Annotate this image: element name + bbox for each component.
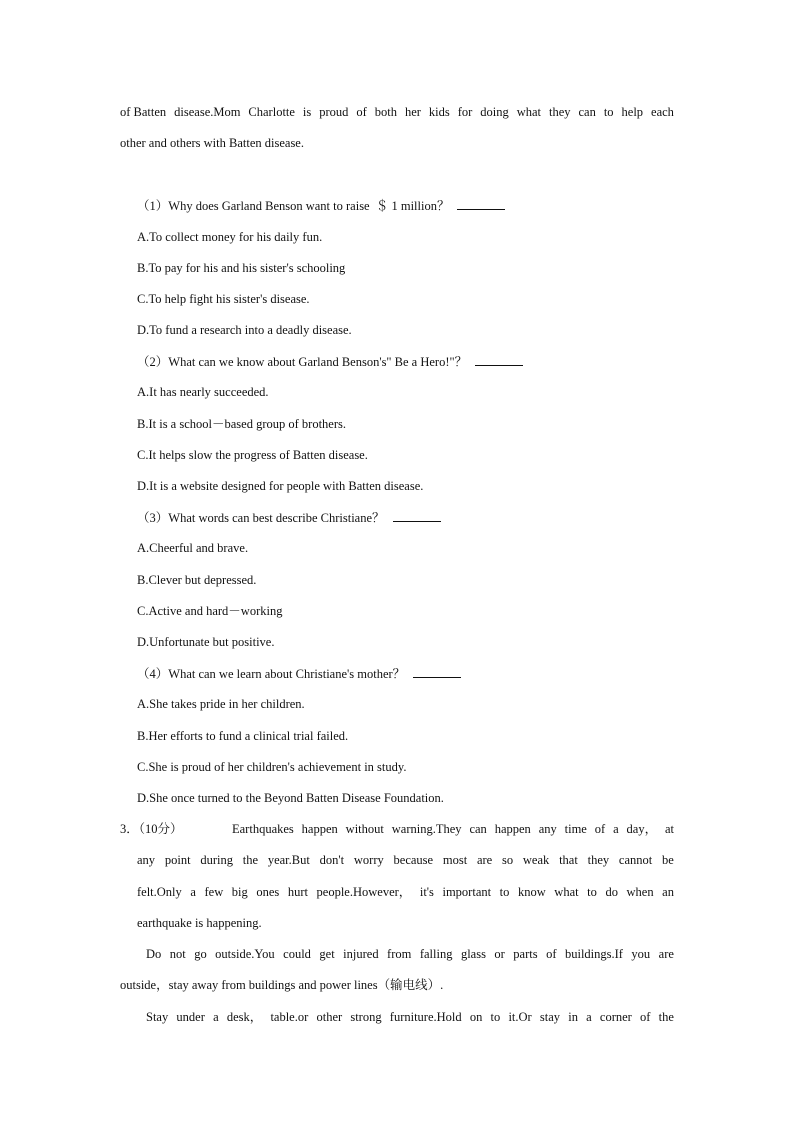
question-4 <box>137 665 461 682</box>
word: it.Or <box>508 1010 532 1024</box>
option-3c: C.Active and hard－working <box>137 604 283 618</box>
word: an <box>662 885 674 899</box>
word: worry <box>353 853 384 867</box>
word: to <box>587 885 597 899</box>
option-3d: D.Unfortunate but positive. <box>137 635 275 649</box>
word: from <box>387 947 412 961</box>
option-1d: D.To fund a research into a deadly disease. <box>137 323 352 337</box>
word: they <box>548 105 571 119</box>
word: under <box>176 1010 205 1024</box>
word: can <box>578 105 596 119</box>
word: outside.You <box>215 947 275 961</box>
word: they <box>587 853 610 867</box>
word: warning.They <box>391 822 462 836</box>
word: for <box>457 105 473 119</box>
option-2c: C.It helps slow the progress of Batten disease. <box>137 448 368 462</box>
word: of <box>594 822 606 836</box>
word: ones <box>256 885 280 899</box>
word: few <box>204 885 224 899</box>
question-text: What can we know about Garland Benson's" Be a Hero!"？ <box>168 355 468 369</box>
intro-line-2: other and others with Batten disease. <box>120 136 304 150</box>
option-1c: C.To help fight his sister's disease. <box>137 292 310 306</box>
word: Stay <box>146 1010 169 1024</box>
word: when <box>626 885 654 899</box>
section-3-line-3 <box>137 884 674 900</box>
option-1a: A.To collect money for his daily fun. <box>137 230 323 244</box>
option-2b: B.It is a school－based group of brothers. <box>137 417 346 431</box>
question-number: （3） <box>137 511 169 525</box>
word: day， <box>626 822 658 836</box>
word: what <box>516 105 542 119</box>
word: glass <box>460 947 486 961</box>
word: happen <box>494 822 531 836</box>
word: that <box>559 853 578 867</box>
word: not <box>169 947 186 961</box>
word: of Batten <box>120 105 167 119</box>
word: doing <box>480 105 509 119</box>
word: cannot <box>618 853 653 867</box>
word: strong <box>350 1010 382 1024</box>
word: desk， <box>226 1010 263 1024</box>
word: could <box>283 947 311 961</box>
word: of <box>356 105 367 119</box>
word: both <box>374 105 397 119</box>
answer-blank[interactable] <box>457 197 505 210</box>
word: of <box>640 1010 651 1024</box>
word: can <box>469 822 487 836</box>
word: be <box>662 853 674 867</box>
word: big <box>231 885 248 899</box>
option-1b: B.To pay for his and his sister's schooling <box>137 261 346 275</box>
word: without <box>345 822 384 836</box>
word: is <box>302 105 312 119</box>
section-number: 3． <box>120 822 139 836</box>
section-3-line-1 <box>232 821 674 837</box>
word: to <box>499 885 510 899</box>
word: other <box>316 1010 343 1024</box>
word: any <box>137 853 156 867</box>
word: felt.Only <box>137 885 182 899</box>
word: year.But <box>267 853 310 867</box>
word: a <box>586 1010 592 1024</box>
word: it's <box>419 885 434 899</box>
word: to <box>603 105 614 119</box>
option-3a: A.Cheerful and brave. <box>137 541 249 555</box>
word: hurt <box>287 885 308 899</box>
word: so <box>502 853 514 867</box>
question-number: （1） <box>137 199 169 213</box>
word: get <box>319 947 335 961</box>
word: or <box>494 947 505 961</box>
word: a <box>613 822 619 836</box>
word: stay <box>539 1010 561 1024</box>
word: weak <box>522 853 550 867</box>
question-text: Why does Garland Benson want to raise ＄ 1 million？ <box>168 199 450 213</box>
word: the <box>658 1010 674 1024</box>
word: people.However， <box>316 885 412 899</box>
word: buildings.If <box>564 947 623 961</box>
option-2a: A.It has nearly succeeded. <box>137 385 269 399</box>
question-text: What words can best describe Christiane？ <box>168 511 385 525</box>
word: proud <box>319 105 349 119</box>
question-1 <box>137 197 505 214</box>
word: point <box>164 853 191 867</box>
word: on <box>469 1010 483 1024</box>
word: a <box>190 885 196 899</box>
question-3 <box>137 509 441 526</box>
section-3-para-2-line-2: outside，stay away from buildings and power lines（输电线）. <box>120 978 444 992</box>
word: to <box>490 1010 501 1024</box>
option-2d: D.It is a website designed for people with Batten disease. <box>137 479 424 493</box>
word: her <box>404 105 421 119</box>
word: time <box>564 822 587 836</box>
word: Do <box>146 947 162 961</box>
word: are <box>658 947 674 961</box>
word: kids <box>428 105 450 119</box>
word: most <box>442 853 468 867</box>
answer-blank[interactable] <box>393 509 441 522</box>
word: know <box>517 885 546 899</box>
question-number: （2） <box>137 355 169 369</box>
word: help <box>621 105 644 119</box>
word: what <box>554 885 579 899</box>
word: happen <box>301 822 338 836</box>
word: disease.Mom <box>174 105 241 119</box>
word: at <box>664 822 674 836</box>
word: do <box>605 885 618 899</box>
word: go <box>194 947 207 961</box>
option-4a: A.She takes pride in her children. <box>137 697 305 711</box>
word: furniture.Hold <box>389 1010 462 1024</box>
word: injured <box>343 947 379 961</box>
section-3-line-2 <box>137 852 674 868</box>
word: any <box>538 822 557 836</box>
option-4b: B.Her efforts to fund a clinical trial failed. <box>137 729 349 743</box>
section-3-header <box>120 821 183 837</box>
word: important <box>442 885 492 899</box>
section-3-line-4: earthquake is happening. <box>137 916 262 930</box>
section-3-para-3-line-1 <box>146 1009 674 1025</box>
word: don't <box>319 853 345 867</box>
option-4d: D.She once turned to the Beyond Batten Disease Foundation. <box>137 791 444 805</box>
word: because <box>393 853 434 867</box>
word: during <box>200 853 233 867</box>
word: falling <box>419 947 453 961</box>
word: Earthquakes <box>232 822 294 836</box>
question-2 <box>137 353 523 370</box>
word: a <box>213 1010 219 1024</box>
word: each <box>651 105 674 119</box>
question-text: What can we learn about Christiane's mother？ <box>168 667 406 681</box>
section-points: （10分） <box>138 822 183 836</box>
word: parts <box>513 947 538 961</box>
word: in <box>568 1010 578 1024</box>
option-3b: B.Clever but depressed. <box>137 573 257 587</box>
word: table.or <box>270 1010 309 1024</box>
answer-blank[interactable] <box>475 353 523 366</box>
word: the <box>242 853 259 867</box>
answer-blank[interactable] <box>413 665 461 678</box>
word: you <box>631 947 651 961</box>
word: of <box>546 947 557 961</box>
question-number: （4） <box>137 667 169 681</box>
word: are <box>476 853 493 867</box>
option-4c: C.She is proud of her children's achievement in study. <box>137 760 407 774</box>
word: corner <box>599 1010 632 1024</box>
word: Charlotte <box>248 105 295 119</box>
section-3-para-2-line-1 <box>146 946 674 962</box>
intro-line-1 <box>120 104 674 120</box>
